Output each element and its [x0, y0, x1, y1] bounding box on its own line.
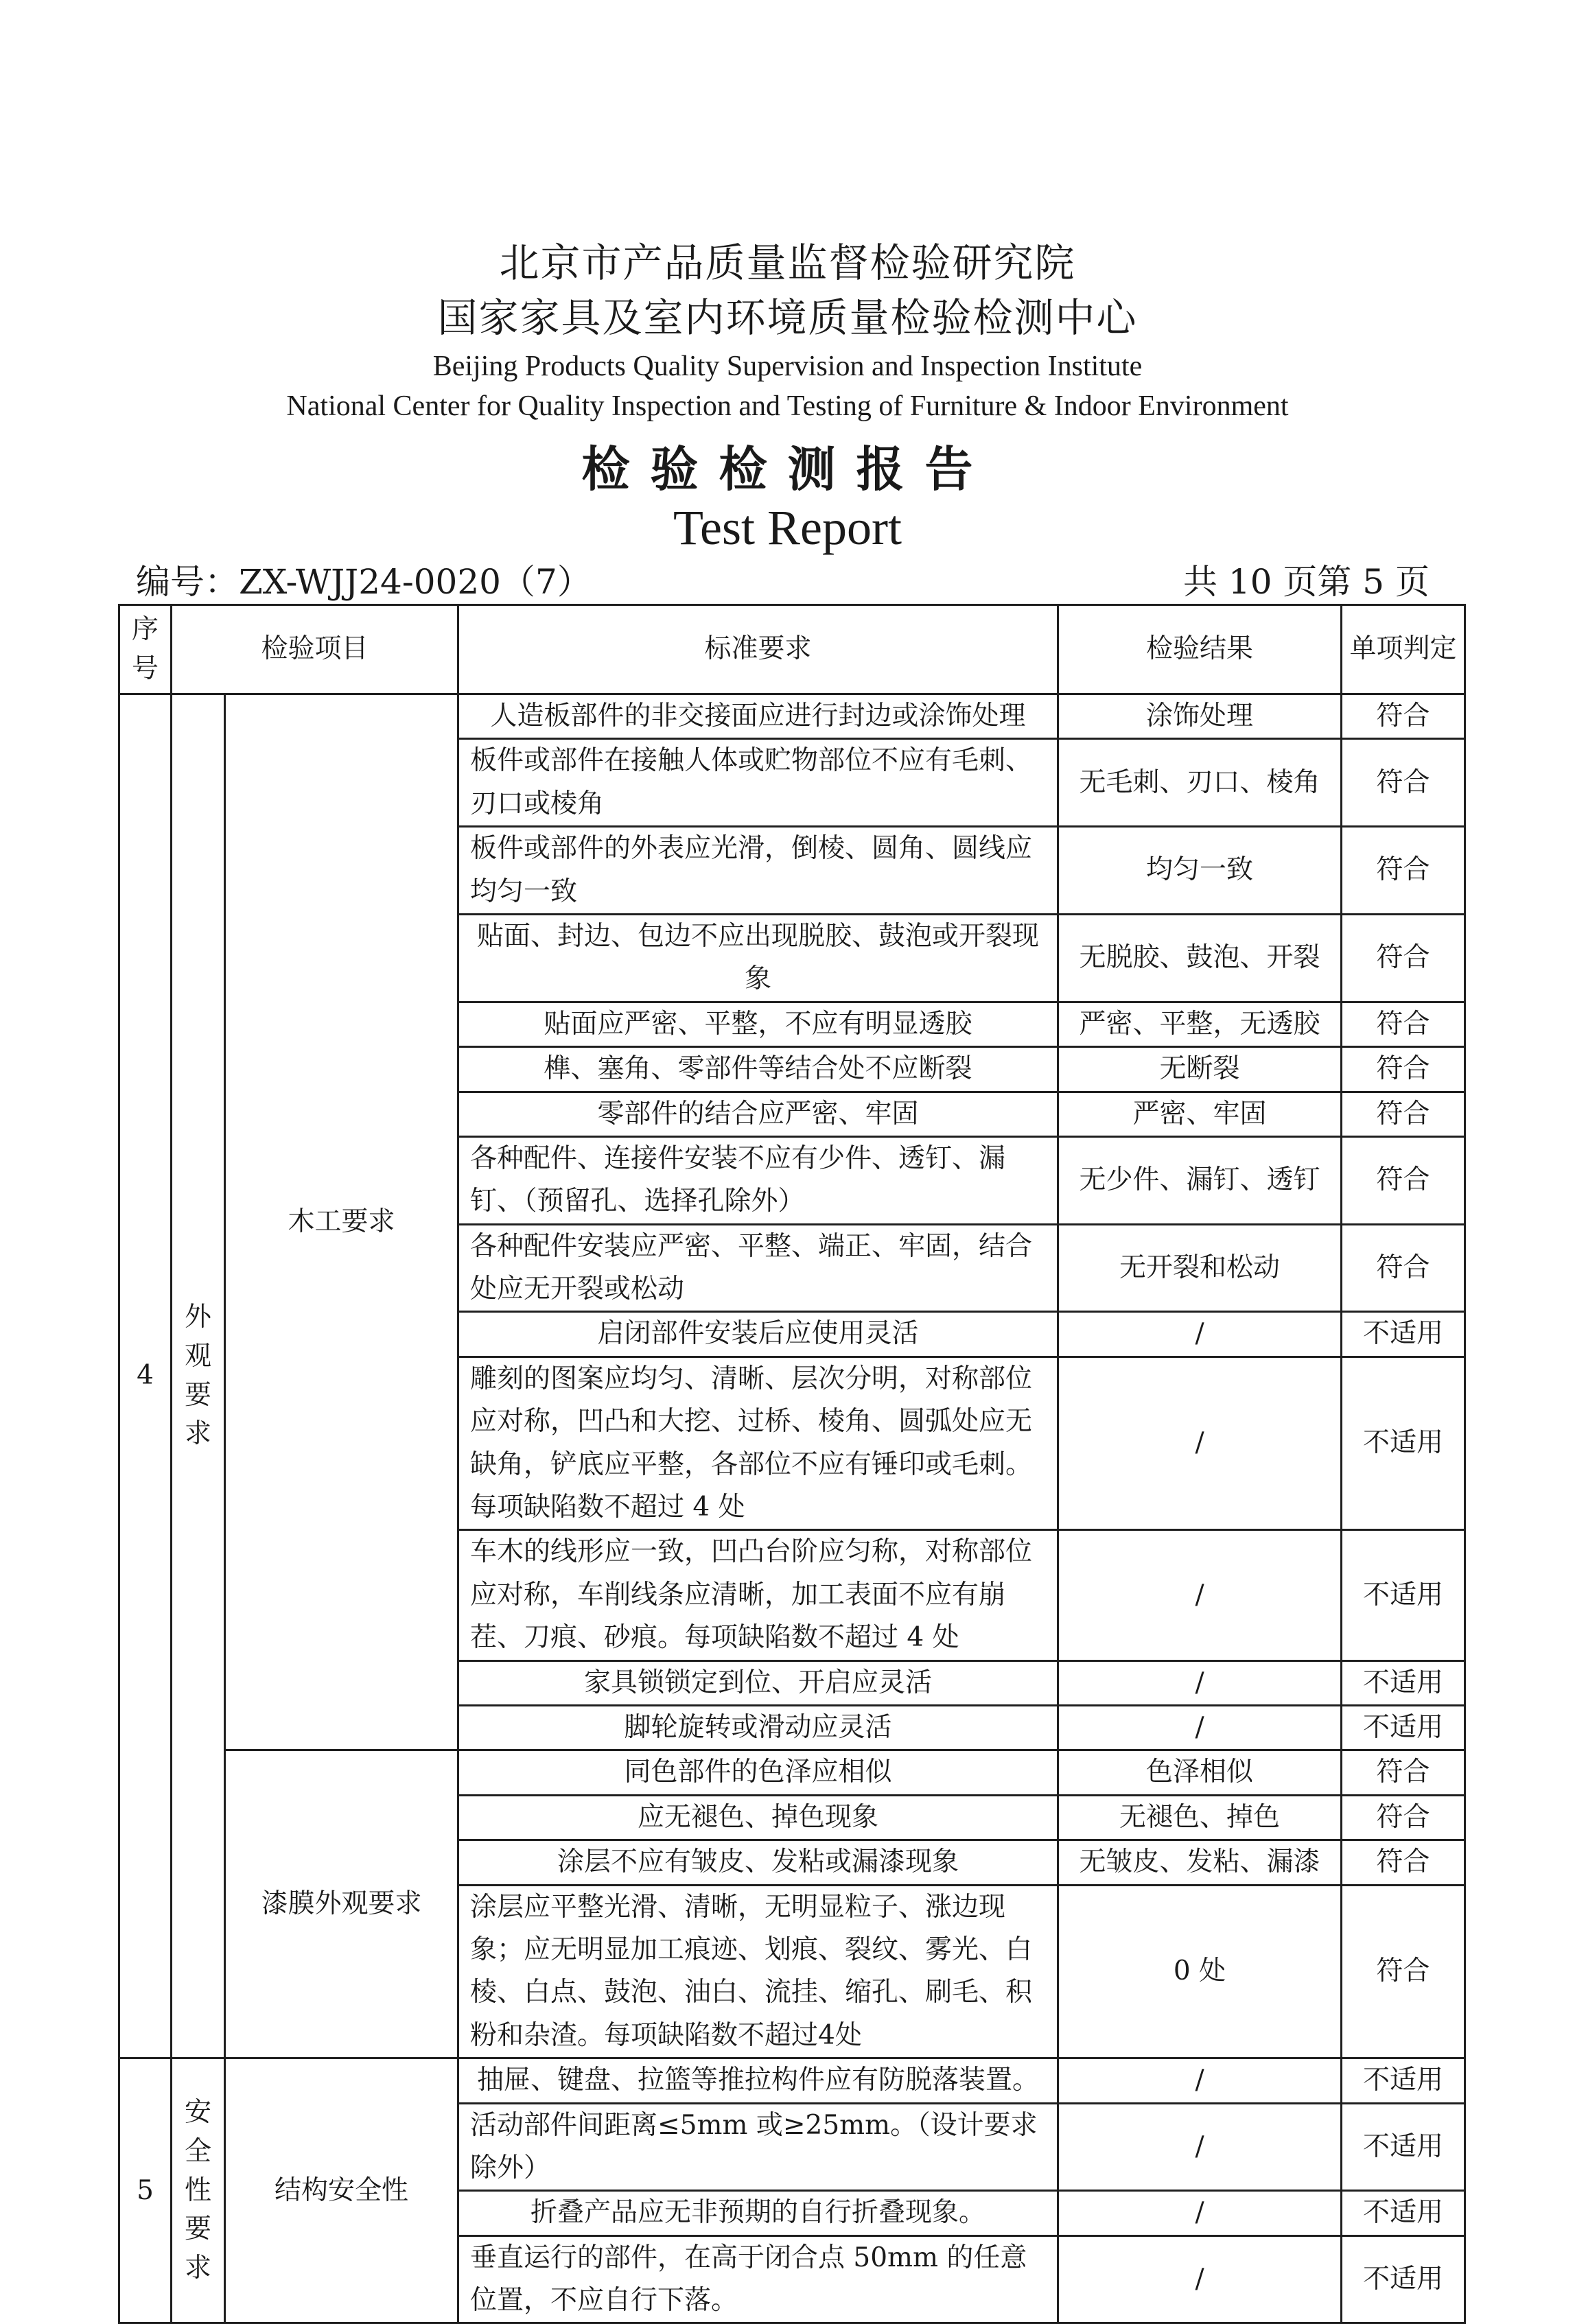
test-result: 无脱胶、鼓泡、开裂: [1058, 914, 1342, 1002]
group-number: 4: [119, 694, 172, 2058]
test-result: 涂饰处理: [1058, 694, 1342, 739]
verdict: 不适用: [1342, 2058, 1465, 2103]
standard-requirement: 涂层不应有皱皮、发粘或漏漆现象: [458, 1840, 1058, 1885]
verdict: 不适用: [1342, 1530, 1465, 1660]
verdict: 符合: [1342, 694, 1465, 739]
verdict: 不适用: [1342, 1705, 1465, 1750]
test-result: /: [1058, 1705, 1342, 1750]
standard-requirement: 同色部件的色泽应相似: [458, 1750, 1058, 1795]
standard-requirement: 启闭部件安装后应使用灵活: [458, 1312, 1058, 1357]
center-name-en: National Center for Quality Inspection and Testing of Furniture & Indoor Environment: [286, 390, 1289, 422]
test-result: 均匀一致: [1058, 827, 1342, 915]
standard-requirement: 贴面应严密、平整，不应有明显透胶: [458, 1002, 1058, 1046]
standard-requirement: 零部件的结合应严密、牢固: [458, 1092, 1058, 1136]
test-result: /: [1058, 1530, 1342, 1660]
standard-requirement: 抽屉、键盘、拉篮等推拉构件应有防脱落装置。: [458, 2058, 1058, 2103]
header-item: 检验项目: [172, 605, 458, 694]
verdict: 符合: [1342, 1750, 1465, 1795]
test-result: 无褪色、掉色: [1058, 1795, 1342, 1840]
inspection-table: [118, 604, 1466, 2324]
standard-requirement: 折叠产品应无非预期的自行折叠现象。: [458, 2191, 1058, 2235]
report-title-cn: 检验检测报告: [581, 441, 994, 497]
subgroup-name: 漆膜外观要求: [225, 1750, 458, 2058]
test-result: 无少件、漏钉、透钉: [1058, 1136, 1342, 1224]
verdict: 符合: [1342, 1002, 1465, 1046]
group-number: 5: [119, 2058, 172, 2323]
table-header-row: [119, 605, 1465, 694]
verdict: 符合: [1342, 1885, 1465, 2058]
table-row: [119, 2058, 1465, 2103]
standard-requirement: 板件或部件在接触人体或贮物部位不应有毛刺、刃口或棱角: [458, 739, 1058, 827]
verdict: 符合: [1342, 1224, 1465, 1312]
verdict: 符合: [1342, 739, 1465, 827]
subgroup-name: 结构安全性: [225, 2058, 458, 2323]
standard-requirement: 车木的线形应一致，凹凸台阶应匀称，对称部位应对称，车削线条应清晰，加工表面不应有崩茬、刀痕、砂痕。每项缺陷数不超过 4 处: [458, 1530, 1058, 1660]
test-result: /: [1058, 2103, 1342, 2191]
standard-requirement: 涂层应平整光滑、清晰，无明显粒子、涨边现象；应无明显加工痕迹、划痕、裂纹、雾光、白棱、白点、鼓泡、油白、流挂、缩孔、刷毛、积粉和杂渣。每项缺陷数不超过4处: [458, 1885, 1058, 2058]
table-body: [119, 694, 1465, 2323]
standard-requirement: 贴面、封边、包边不应出现脱胶、鼓泡或开裂现象: [458, 914, 1058, 1002]
verdict: 不适用: [1342, 1312, 1465, 1357]
standard-requirement: 板件或部件的外表应光滑，倒棱、圆角、圆线应均匀一致: [458, 827, 1058, 915]
group-category: 外 观 要 求: [172, 694, 225, 2058]
group-category: 安 全 性 要 求: [172, 2058, 225, 2323]
test-result: 无皱皮、发粘、漏漆: [1058, 1840, 1342, 1885]
test-result: 色泽相似: [1058, 1750, 1342, 1795]
standard-requirement: 应无褪色、掉色现象: [458, 1795, 1058, 1840]
standard-requirement: 脚轮旋转或滑动应灵活: [458, 1705, 1058, 1750]
header-verdict: 单项判定: [1342, 605, 1465, 694]
table-row: [119, 1750, 1465, 1795]
verdict: 符合: [1342, 914, 1465, 1002]
header-result: 检验结果: [1058, 605, 1342, 694]
verdict: 符合: [1342, 827, 1465, 915]
standard-requirement: 垂直运行的部件，在高于闭合点 50mm 的任意位置，不应自行下落。: [458, 2235, 1058, 2323]
verdict: 不适用: [1342, 2235, 1465, 2323]
verdict: 符合: [1342, 1840, 1465, 1885]
verdict: 符合: [1342, 1795, 1465, 1840]
verdict: 不适用: [1342, 1660, 1465, 1705]
document-number: 编号：ZX-WJJ24-0020（7）: [136, 562, 592, 602]
test-result: 严密、牢固: [1058, 1092, 1342, 1136]
standard-requirement: 家具锁锁定到位、开启应灵活: [458, 1660, 1058, 1705]
test-result: /: [1058, 2235, 1342, 2323]
standard-requirement: 活动部件间距离≤5mm 或≥25mm。（设计要求除外）: [458, 2103, 1058, 2191]
institute-name-en: Beijing Products Quality Supervision and Inspection Institute: [432, 351, 1143, 382]
test-result: /: [1058, 1660, 1342, 1705]
test-result: 无毛刺、刃口、棱角: [1058, 739, 1342, 827]
standard-requirement: 榫、塞角、零部件等结合处不应断裂: [458, 1047, 1058, 1092]
standard-requirement: 各种配件、连接件安装不应有少件、透钉、漏钉、（预留孔、选择孔除外）: [458, 1136, 1058, 1224]
header-standard: 标准要求: [458, 605, 1058, 694]
verdict: 不适用: [1342, 2191, 1465, 2235]
verdict: 符合: [1342, 1136, 1465, 1224]
institute-name-cn: 北京市产品质量监督检验研究院: [499, 239, 1076, 286]
standard-requirement: 人造板部件的非交接面应进行封边或涂饰处理: [458, 694, 1058, 739]
test-result: /: [1058, 2058, 1342, 2103]
test-result: 无断裂: [1058, 1047, 1342, 1092]
header-no: 序号: [119, 605, 172, 694]
test-result: 严密、平整，无透胶: [1058, 1002, 1342, 1046]
verdict: 不适用: [1342, 2103, 1465, 2191]
standard-requirement: 各种配件安装应严密、平整、端正、牢固，结合处应无开裂或松动: [458, 1224, 1058, 1312]
verdict: 符合: [1342, 1092, 1465, 1136]
test-result: 0 处: [1058, 1885, 1342, 2058]
subgroup-name: 木工要求: [225, 694, 458, 1750]
verdict: 符合: [1342, 1047, 1465, 1092]
test-result: 无开裂和松动: [1058, 1224, 1342, 1312]
test-result: /: [1058, 2191, 1342, 2235]
center-name-cn: 国家家具及室内环境质量检验检测中心: [437, 294, 1138, 341]
verdict: 不适用: [1342, 1357, 1465, 1530]
test-result: /: [1058, 1357, 1342, 1530]
table-row: [119, 694, 1465, 739]
standard-requirement: 雕刻的图案应均匀、清晰、层次分明，对称部位应对称，凹凸和大挖、过桥、棱角、圆弧处应无缺角，铲底应平整，各部位不应有锤印或毛刺。每项缺陷数不超过 4 处: [458, 1357, 1058, 1530]
page-info: 共 10 页第 5 页: [1182, 562, 1430, 602]
test-result: /: [1058, 1312, 1342, 1357]
report-title-en: Test Report: [673, 500, 902, 555]
